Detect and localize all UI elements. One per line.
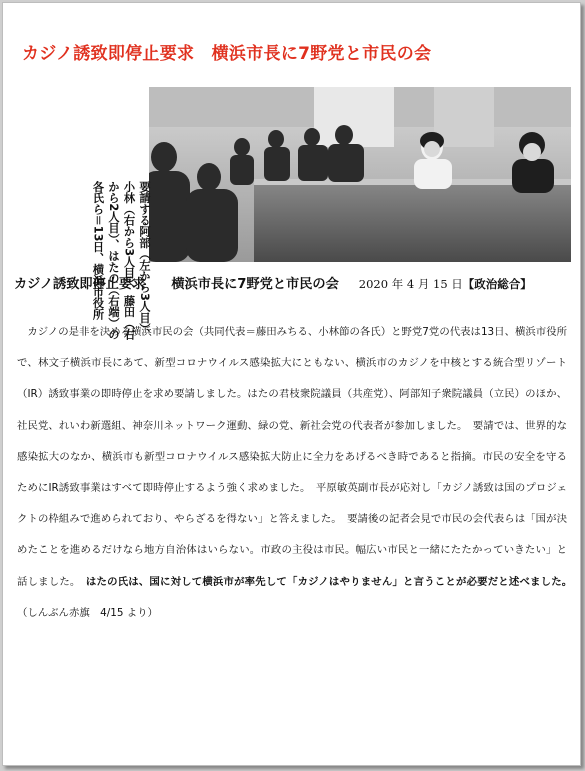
article-subtitle: 横浜市長に7野党と市民の会 [171, 277, 339, 292]
article-title-row [14, 273, 574, 295]
article-body [17, 317, 567, 629]
photo-caption: 要請する阿部（左から3人目）、小林（右から3人目）、藤田（右から2人目）、はたの（右端）の各氏ら＝13日、横浜市役所 [91, 181, 151, 340]
headline: カジノ誘致即停止要求 横浜市長に7野党と市民の会 [22, 44, 432, 64]
article-paragraph [17, 317, 567, 629]
article-text-bold: はたの氏は、国に対して横浜市が率先して「カジノはやりません」と言うことが必要だと述べました。 [85, 575, 567, 588]
article-section-tag: 【政治総合】 [462, 277, 532, 291]
article-title: カジノ誘致即停止要求 [14, 277, 146, 292]
article-date: 2020 年 4 月 15 日 [358, 277, 463, 291]
article-source: （しんぶん赤旗 4/15 より） [17, 606, 158, 619]
article-text: カジノの是非を決める横浜市民の会（共同代表＝藤田みちる、小林節の各氏）と野党7党の代表は13日、横浜市役所で、林文子横浜市長にあて、新型コロナウイルス感染拡大にともない、横浜市のカジノを中核とする統合型リゾート（IR）誘致事業の即時停止を求め要請しました。はたの君枝衆院議員（共産党）、阿部知子衆院議員（立民）のほか、社民党、れいわ新選組、神奈川ネットワーク運動、緑の党、新社会党の代表者が参加しました。 要請では、世界的な感染拡大のなか、横浜市も新型コロナウイルス感染拡大防止に全力をあげるべき時であると指摘。市民の安全を守るためにIR誘致事業はすべて即時停止するよう強く求めました。 平原敏英副市長が応対し「カジノ誘致は国のプロジェクトの枠組みで進められており、やらざるを得ない」と答えました。 要請後の記者会見で市民の会代表らは「国が決めたことを進めるだけなら地方自治体はいらない。市政の主役は市民。幅広い市民と一緒にたたかっていきたい」と話しました。 [17, 326, 567, 588]
article-page [2, 2, 581, 766]
